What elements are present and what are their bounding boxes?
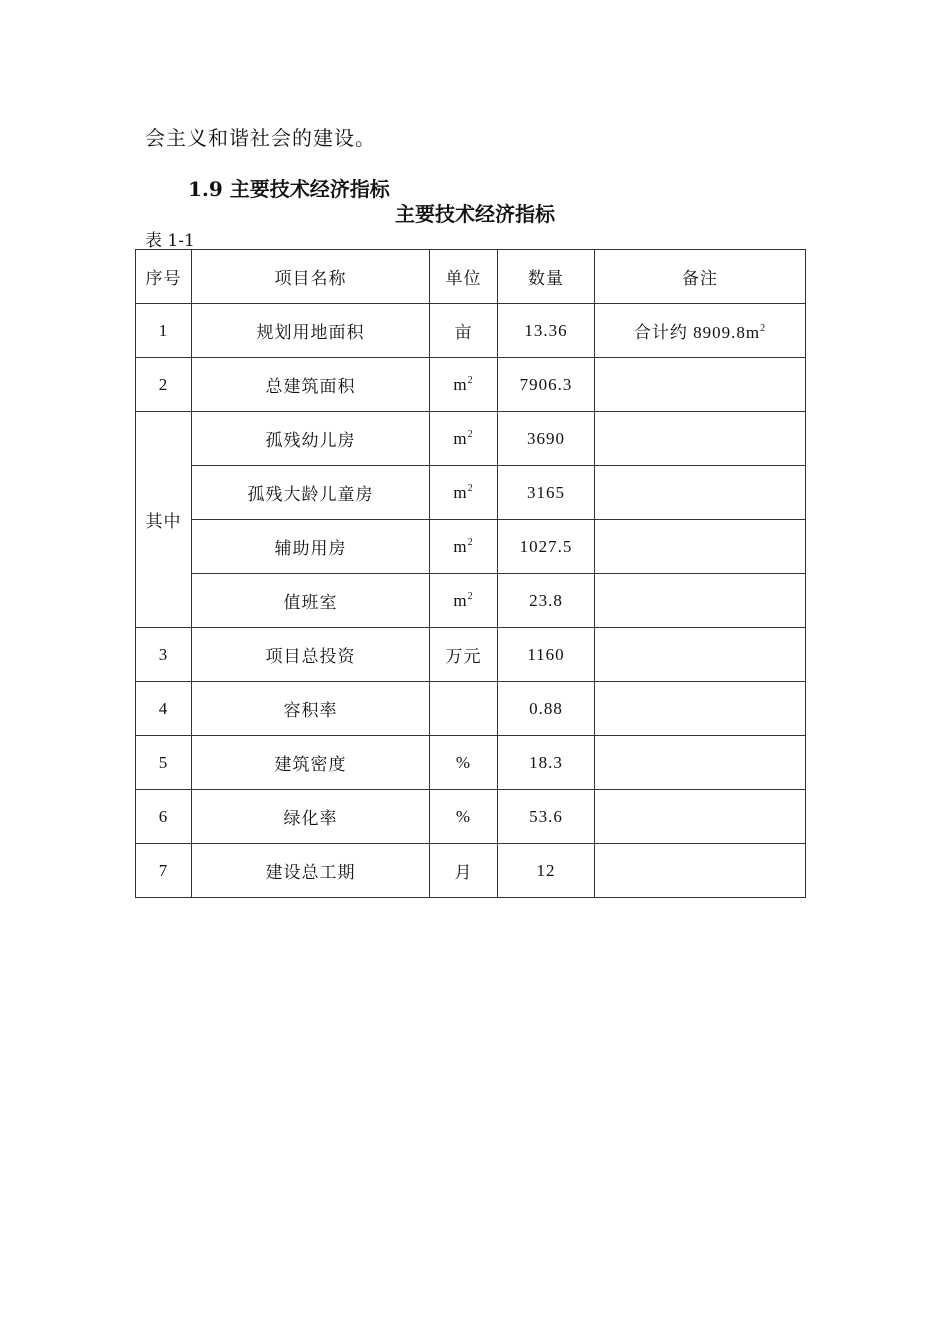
cell-remark <box>595 412 806 466</box>
cell-name: 孤残大龄儿童房 <box>192 466 430 520</box>
unit-superscript: 2 <box>467 374 474 386</box>
cell-name: 绿化率 <box>192 790 430 844</box>
table-row <box>136 682 806 736</box>
cell-remark <box>595 844 806 898</box>
cell-index: 3 <box>136 628 192 682</box>
cell-remark <box>595 736 806 790</box>
cell-quantity: 3165 <box>498 466 595 520</box>
cell-unit <box>430 358 498 412</box>
cell-name: 辅助用房 <box>192 520 430 574</box>
cell-unit: 月 <box>430 844 498 898</box>
unit-text: m <box>453 374 468 394</box>
table-row <box>136 412 806 466</box>
cell-name: 建设总工期 <box>192 844 430 898</box>
table-header-row <box>136 250 806 304</box>
unit-superscript: 2 <box>467 482 474 494</box>
cell-quantity: 18.3 <box>498 736 595 790</box>
cell-unit: % <box>430 736 498 790</box>
remark-text: 合计约 8909.8m <box>633 323 761 342</box>
table-row <box>136 736 806 790</box>
cell-name: 规划用地面积 <box>192 304 430 358</box>
table-caption: 表 1-1 <box>145 231 195 251</box>
cell-index: 4 <box>136 682 192 736</box>
header-index: 序号 <box>136 250 192 304</box>
header-unit: 单位 <box>430 250 498 304</box>
cell-name: 容积率 <box>192 682 430 736</box>
table-row <box>136 466 806 520</box>
table-row <box>136 574 806 628</box>
cell-name: 建筑密度 <box>192 736 430 790</box>
cell-remark <box>595 682 806 736</box>
cell-name: 项目总投资 <box>192 628 430 682</box>
cell-index: 2 <box>136 358 192 412</box>
unit-superscript: 2 <box>467 536 474 548</box>
cell-index: 6 <box>136 790 192 844</box>
cell-name: 值班室 <box>192 574 430 628</box>
header-name: 项目名称 <box>192 250 430 304</box>
cell-remark <box>595 628 806 682</box>
cell-unit: % <box>430 790 498 844</box>
cell-unit <box>430 412 498 466</box>
cell-index-group: 其中 <box>136 412 192 628</box>
cell-index: 1 <box>136 304 192 358</box>
cell-quantity: 13.36 <box>498 304 595 358</box>
table-row <box>136 790 806 844</box>
cell-quantity: 53.6 <box>498 790 595 844</box>
cell-name: 总建筑面积 <box>192 358 430 412</box>
cell-unit <box>430 520 498 574</box>
unit-superscript: 2 <box>467 590 474 602</box>
section-heading: 1.9 主要技术经济指标 <box>188 177 390 201</box>
cell-index: 7 <box>136 844 192 898</box>
unit-text: m <box>453 590 468 610</box>
table-row <box>136 520 806 574</box>
cell-quantity: 1027.5 <box>498 520 595 574</box>
header-remark: 备注 <box>595 250 806 304</box>
indicators-table <box>135 249 806 898</box>
paragraph-tail: 会主义和谐社会的建设。 <box>145 126 376 150</box>
cell-remark <box>595 574 806 628</box>
cell-index: 5 <box>136 736 192 790</box>
cell-quantity: 1160 <box>498 628 595 682</box>
table-row <box>136 628 806 682</box>
cell-unit <box>430 466 498 520</box>
cell-unit <box>430 574 498 628</box>
unit-text: m <box>453 482 468 502</box>
unit-text: m <box>453 428 468 448</box>
cell-remark <box>595 304 806 358</box>
cell-name: 孤残幼儿房 <box>192 412 430 466</box>
unit-text: m <box>453 536 468 556</box>
table-row <box>136 844 806 898</box>
header-quantity: 数量 <box>498 250 595 304</box>
cell-remark <box>595 466 806 520</box>
cell-quantity: 23.8 <box>498 574 595 628</box>
cell-remark <box>595 358 806 412</box>
cell-quantity: 12 <box>498 844 595 898</box>
cell-unit: 万元 <box>430 628 498 682</box>
cell-quantity: 3690 <box>498 412 595 466</box>
remark-superscript: 2 <box>760 323 767 334</box>
table-row <box>136 358 806 412</box>
table-title: 主要技术经济指标 <box>395 202 555 226</box>
cell-quantity: 7906.3 <box>498 358 595 412</box>
cell-remark <box>595 790 806 844</box>
table-row <box>136 304 806 358</box>
unit-superscript: 2 <box>467 428 474 440</box>
cell-unit: 亩 <box>430 304 498 358</box>
cell-remark <box>595 520 806 574</box>
cell-unit <box>430 682 498 736</box>
cell-quantity: 0.88 <box>498 682 595 736</box>
